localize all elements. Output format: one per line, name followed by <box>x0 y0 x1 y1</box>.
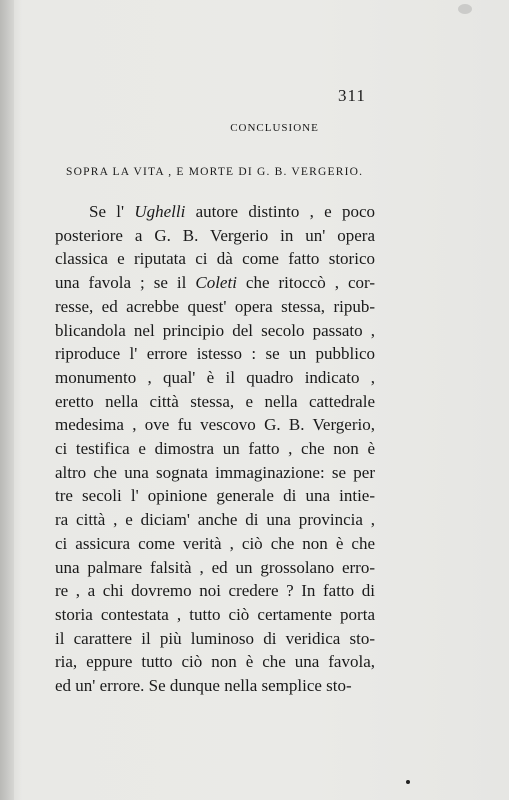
text-line: tre secoli l' opinione generale di una intie- <box>55 486 375 506</box>
text-line: una palmare falsità , ed un grossolano erro- <box>55 557 375 577</box>
text-line: ed un' errore. Se dunque nella semplice sto- <box>55 676 352 696</box>
text-line: blicandola nel principio del secolo passato , <box>55 320 375 340</box>
text-line: ria, eppure tutto ciò non è che una favola, <box>55 652 375 672</box>
text-line: medesima , ove fu vescovo G. B. Vergerio, <box>55 415 375 435</box>
chapter-subheading: SOPRA LA VITA , E MORTE DI G. B. VERGERIO. <box>66 166 364 178</box>
text-line: posteriore a G. B. Vergerio in un' opera <box>55 225 375 245</box>
text-line: classica e riputata ci dà come fatto storico <box>55 249 375 269</box>
text-line: eretto nella città stessa, e nella cattedrale <box>55 391 375 411</box>
text-line: resse, ed acrebbe quest' opera stessa, ripub- <box>55 296 375 316</box>
text-line: ci assicura come verità , ciò che non è che <box>55 533 375 553</box>
body-text <box>55 200 375 698</box>
text-line: Se l' Ughelli autore distinto , e poco <box>89 202 375 221</box>
text-line: storia contestata , tutto ciò certamente porta <box>55 604 375 624</box>
ink-speck <box>406 780 410 784</box>
text-line: re , a chi dovremo noi credere ? In fatto di <box>55 581 375 601</box>
paper-stain <box>458 4 472 14</box>
page-gutter-shadow <box>0 0 14 800</box>
page-number: 311 <box>338 86 366 105</box>
text-line: una favola ; se il Coleti che ritoccò , cor- <box>55 273 375 293</box>
text-line: ci testifica e dimostra un fatto , che non è <box>55 439 375 459</box>
chapter-heading: CONCLUSIONE <box>230 122 319 134</box>
text-line: altro che una sognata immaginazione: se per <box>55 462 375 482</box>
text-line: riproduce l' errore istesso : se un pubblico <box>55 344 375 364</box>
text-line: il carattere il più luminoso di veridica sto- <box>55 628 375 648</box>
text-line: monumento , qual' è il quadro indicato , <box>55 367 375 387</box>
text-line: ra città , e diciam' anche di una provincia , <box>55 510 375 530</box>
